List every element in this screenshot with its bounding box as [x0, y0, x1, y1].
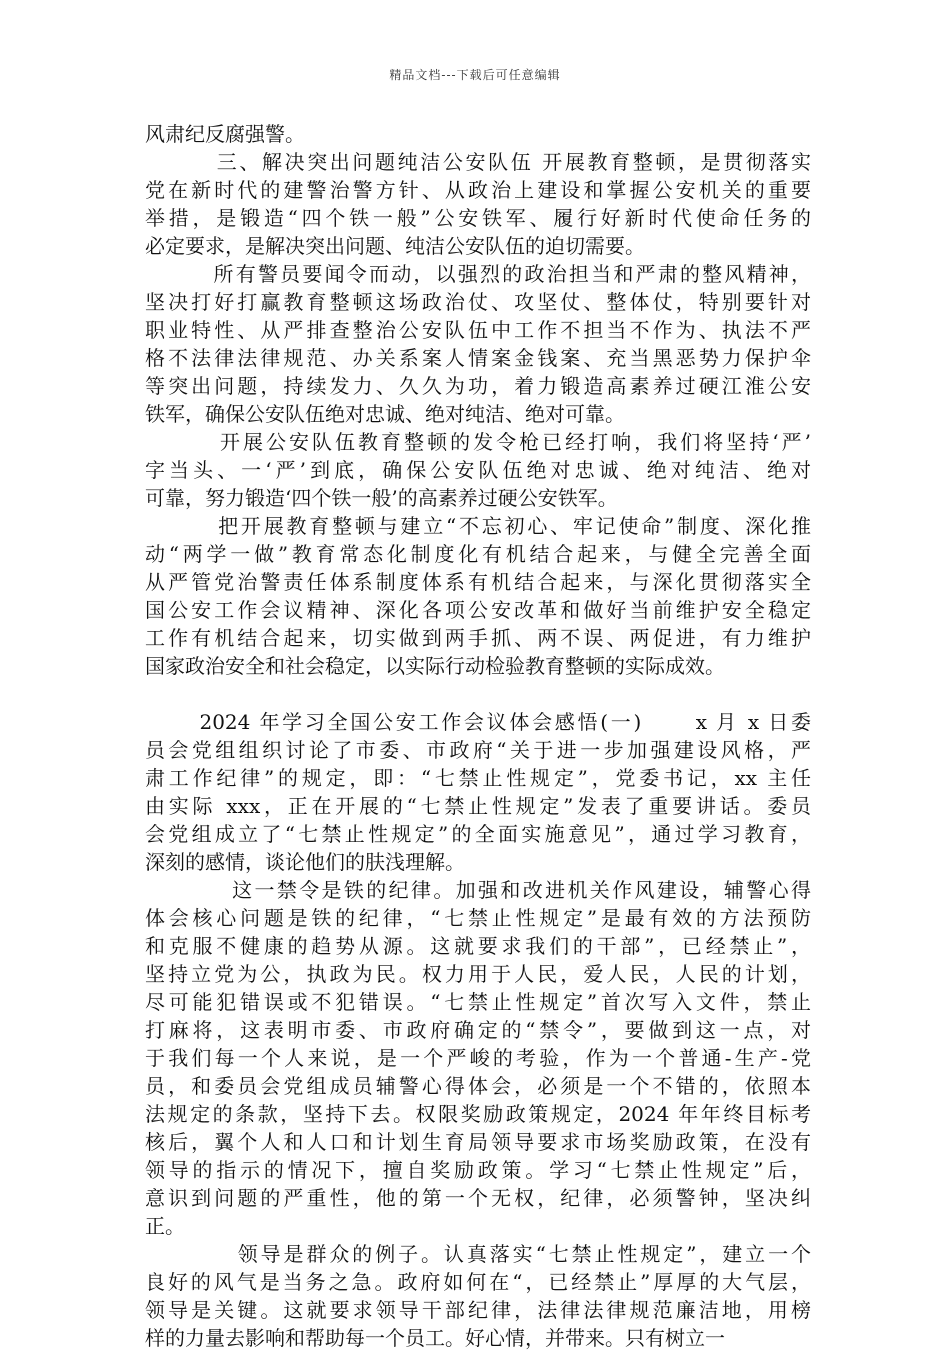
text-line: 字当头、一‘严’到底，确保公安队伍绝对忠诚、绝对纯洁、绝对: [145, 458, 811, 482]
text-line: 工作有机结合起来，切实做到两手抓、两不误、两促进，有力维护: [145, 626, 811, 650]
text-line: 体会核心问题是铁的纪律，“七禁止性规定”是最有效的方法预防: [145, 906, 811, 930]
text-line: 党在新时代的建警治警方针、从政治上建设和掌握公安机关的重要: [145, 178, 811, 202]
text-line: 国公安工作会议精神、深化各项公安改革和做好当前维护安全稳定: [145, 598, 811, 622]
paragraph-gap: [145, 680, 811, 708]
text-line: 必定要求，是解决突出问题、纯洁公安队伍的迫切需要。: [145, 234, 645, 258]
text-line: 于我们每一个人来说，是一个严峻的考验，作为一个普通-生产-党: [145, 1046, 811, 1070]
text-line: 风肃纪反腐强警。: [145, 122, 305, 146]
text-line: 良好的风气是当务之急。政府如何在“，已经禁止”厚厚的大气层，: [145, 1270, 811, 1294]
text-line: 等突出问题，持续发力、久久为功，着力锻造高素养过硬江淮公安: [145, 374, 811, 398]
text-line: 格不法律法律规范、办关系案人情案金钱案、充当黑恶势力保护伞: [145, 346, 811, 370]
text-line: 举措，是锻造“四个铁一般”公安铁军、履行好新时代使命任务的: [145, 206, 811, 230]
text-line: 员，和委员会党组成员辅警心得体会，必须是一个不错的，依照本: [145, 1074, 811, 1098]
text-line: 坚决打好打赢教育整顿这场政治仗、攻坚仗、整体仗，特别要针对: [145, 290, 811, 314]
text-line: 铁军，确保公安队伍绝对忠诚、绝对纯洁、绝对可靠。: [145, 402, 625, 426]
text-line: 打麻将，这表明市委、市政府确定的“禁令”，要做到这一点，对: [145, 1018, 811, 1042]
text-line: 和克服不健康的趋势从源。这就要求我们的干部”，已经禁止”，: [145, 934, 811, 958]
text-line: 三、解决突出问题纯洁公安队伍 开展教育整顿，是贯彻落实: [145, 150, 811, 174]
text-line: 深刻的感情，谈论他们的肤浅理解。: [145, 850, 465, 874]
text-line: 职业特性、从严排查整治公安队伍中工作不担当不作为、执法不严: [145, 318, 811, 342]
text-line: 可靠，努力锻造‘四个铁一般’的高素养过硬公安铁军。: [145, 486, 618, 510]
text-line: 开展公安队伍教育整顿的发令枪已经打响，我们将坚持‘严’: [145, 430, 811, 454]
text-line: 领导的指示的情况下，擅自奖励政策。学习“七禁止性规定”后，: [145, 1158, 811, 1182]
text-line: 所有警员要闻令而动，以强烈的政治担当和严肃的整风精神，: [145, 262, 811, 286]
text-line: 由实际 xxx，正在开展的“七禁止性规定”发表了重要讲话。委员: [145, 794, 811, 818]
text-line: 员会党组组织讨论了市委、市政府“关于进一步加强建设风格，严: [145, 738, 811, 762]
text-line: 从严管党治警责任体系制度体系有机结合起来，与深化贯彻落实全: [145, 570, 811, 594]
text-line: 这一禁令是铁的纪律。加强和改进机关作风建设，辅警心得: [145, 878, 811, 902]
text-line: 领导是关键。这就要求领导干部纪律，法律法律规范廉洁地，用榜: [145, 1298, 811, 1322]
page-header: 精品文档---下载后可任意编辑: [389, 68, 561, 82]
text-line: 会党组成立了“七禁止性规定”的全面实施意见”，通过学习教育，: [145, 822, 811, 846]
text-line: 意识到问题的严重性，他的第一个无权，纪律，必须警钟，坚决纠: [145, 1186, 811, 1210]
text-line: 国家政治安全和社会稳定，以实际行动检验教育整顿的实际成效。: [145, 654, 725, 678]
text-line: 把开展教育整顿与建立“不忘初心、牢记使命”制度、深化推: [145, 514, 811, 538]
text-line: 动“两学一做”教育常态化制度化有机结合起来，与健全完善全面: [145, 542, 811, 566]
text-line: 正。: [145, 1214, 185, 1238]
text-line: 核后，翼个人和人口和计划生育局领导要求市场奖励政策，在没有: [145, 1130, 811, 1154]
text-line: 法规定的条款，坚持下去。权限奖励政策规定，2024 年年终目标考: [145, 1102, 811, 1126]
text-line: 2024 年学习全国公安工作会议体会感悟(一) x 月 x 日委: [145, 710, 811, 734]
text-line: 坚持立党为公，执政为民。权力用于人民，爱人民，人民的计划，: [145, 962, 811, 986]
text-line: 领导是群众的例子。认真落实“七禁止性规定”，建立一个: [145, 1242, 811, 1266]
text-line: 肃工作纪律”的规定，即：“七禁止性规定”，党委书记，xx 主任: [145, 766, 811, 790]
text-line: 样的力量去影响和帮助每一个员工。好心情，并带来。只有树立一: [145, 1326, 725, 1350]
text-line: 尽可能犯错误或不犯错误。“七禁止性规定”首次写入文件，禁止: [145, 990, 811, 1014]
document-body: [145, 120, 811, 1352]
